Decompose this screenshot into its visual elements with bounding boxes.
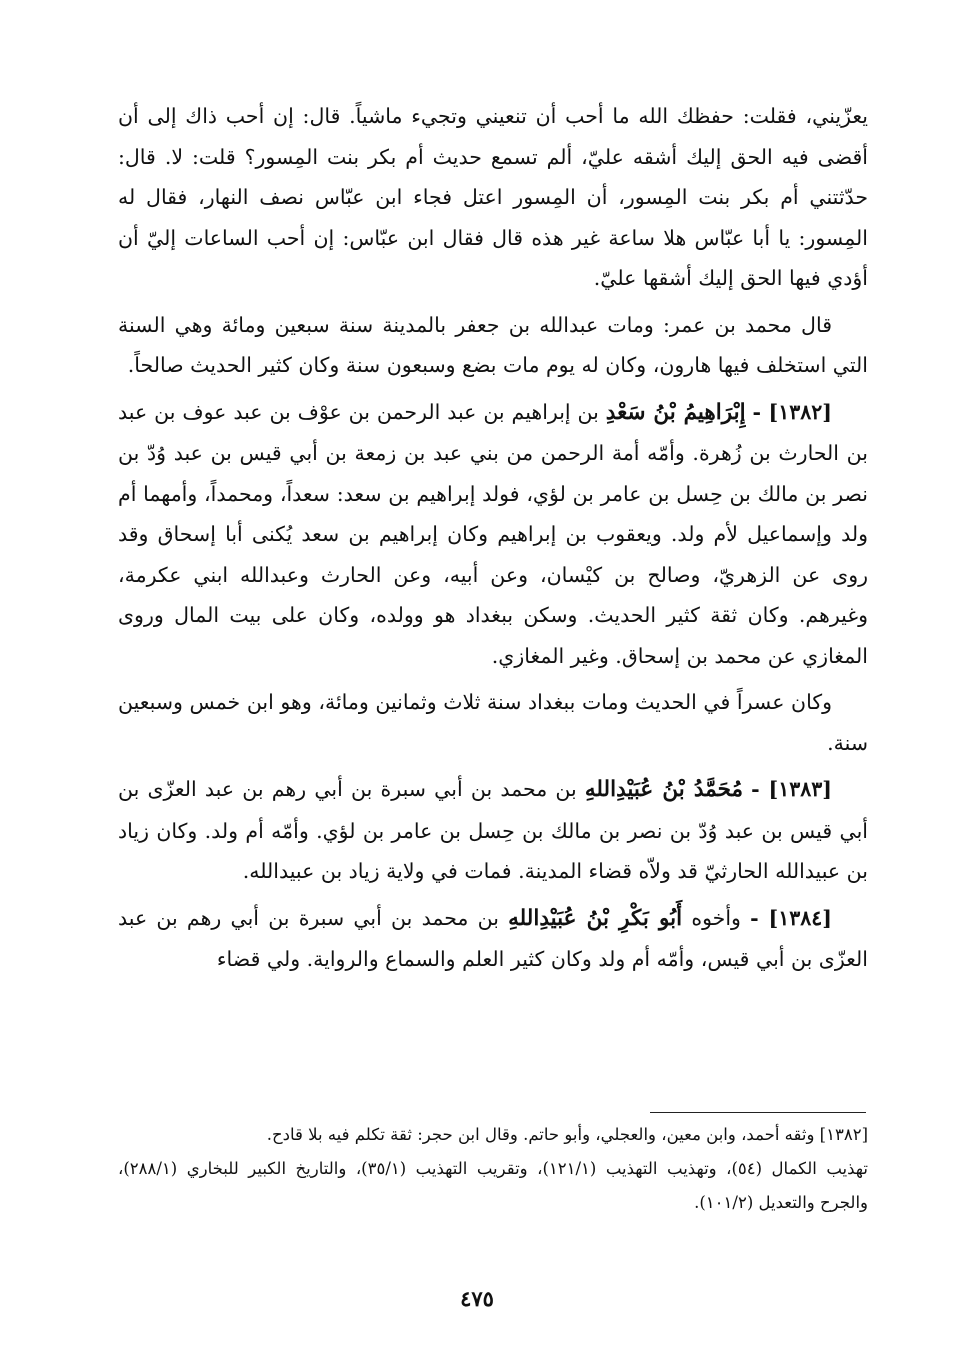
entry-number: [١٣٨٢] - bbox=[752, 399, 832, 424]
entry-name: مُحَمَّدُ بْنُ عُبَيْدِاللهِ bbox=[584, 777, 743, 802]
page-number: ٤٧٥ bbox=[460, 1286, 494, 1311]
main-text-body bbox=[118, 96, 868, 986]
entry-number: [١٣٨٤] - bbox=[750, 905, 832, 930]
entry-text: بن محمد بن أبي سبرة بن أبي رهم بن عبد العزّى بن أبي قيس بن عبد وُدّ بن نصر بن مالك بن حِسل بن عامر بن لؤي. وأمّه أم ولد. وكان زياد بن عبيدالله الحارثيّ قد ولاّه قضاء المدينة. فمات في ولاية زياد بن عبيدالله. bbox=[118, 777, 868, 883]
entry-1383 bbox=[118, 769, 868, 892]
footnote-separator bbox=[650, 1112, 866, 1113]
entry-number: [١٣٨٣] - bbox=[751, 777, 832, 801]
entry-name: أَبُو بَكْرِ بْنُ عُبَيْدِاللهِ bbox=[508, 905, 683, 931]
footnote-1382: [١٣٨٢] وثقه أحمد، وابن معين، والعجلي، وأبو حاتم. وقال ابن حجر: ثقة تكلم فيه بلا قادح. bbox=[266, 1125, 868, 1144]
footnote-references: تهذيب الكمال (٥٤)، وتهذيب التهذيب (١٢١/١)، وتقريب التهذيب (٣٥/١)، والتاريخ الكبير للبخاري (٢٨٨/١)، والجرح والتعديل (١٠١/٢). bbox=[118, 1159, 868, 1212]
entry-1384 bbox=[118, 898, 868, 980]
paragraph-1: يعزّيني، فقلت: حفظك الله ما أحب أن تنعيني وتجيء ماشياً. قال: إن أحب ذاك إلى أن أقضى فيه الحق إليك أشقه عليّ، ألم تسمع حديث أم بكر بنت المِسور؟ قلت: لا. قال: حدّثتني أم بكر بنت المِسور، أن المِسور اعتل فجاء ابن عبّاس نصف النهار، فقال له المِسور: يا أبا عبّاس هلا ساعة غير هذه قال فقال ابن عبّاس: إن أحب الساعات إليّ أن أؤدي فيها الحق إليك أشقها عليّ. bbox=[118, 104, 868, 290]
entry-text: بن إبراهيم بن عبد الرحمن بن عوْف بن عبد عوف بن عبد بن الحارث بن زُهرة. وأمّه أمة الرحمن من بني عبد بن زمعة بن أبي قيس بن عبد وُدّ بن نصر بن مالك بن حِسل بن عامر بن لؤي، فولد إبراهيم بن سعد: سعداً، ومحمداً، وأمهما أم ولد وإسماعيل لأم ولد. ويعقوب بن إبراهيم وكان إبراهيم بن سعد يُكنى أبا إسحاق وقد روى عن الزهريّ، وصالح بن كيْسان، وعن أبيه، وعن الحارث وعبدالله ابني عكرمة، وغيرهم. وكان ثقة كثير الحديث. وسكن ببغداد هو وولده، وكان على بيت المال وروى المغازي عن محمد بن إسحاق. وغير المغازي. bbox=[118, 399, 868, 668]
entry-1382-continuation: وكان عسراً في الحديث ومات ببغداد سنة ثلاث وثمانين ومائة، وهو ابن خمس وسبعين سنة. bbox=[118, 690, 868, 755]
entry-name: إِبْرَاهِيمُ بْنُ سَعْدِ bbox=[605, 399, 746, 425]
entry-1382 bbox=[118, 392, 868, 677]
footnotes bbox=[118, 1118, 868, 1220]
entry-prefix: وأخوه bbox=[691, 905, 741, 930]
entry-text: بن محمد بن أبي سبرة بن أبي رهم بن عبد العزّى بن أبي قيس، وأمّه أم ولد وكان كثير العلم والسماع والرواية. ولي قضاء bbox=[118, 905, 868, 971]
paragraph-2: قال محمد بن عمر: ومات عبدالله بن جعفر بالمدينة سنة سبعين ومائة وهي السنة التي استخلف فيها هارون، وكان له يوم مات بضع وسبعون سنة وكان كثير الحديث صالحاً. bbox=[118, 312, 868, 377]
